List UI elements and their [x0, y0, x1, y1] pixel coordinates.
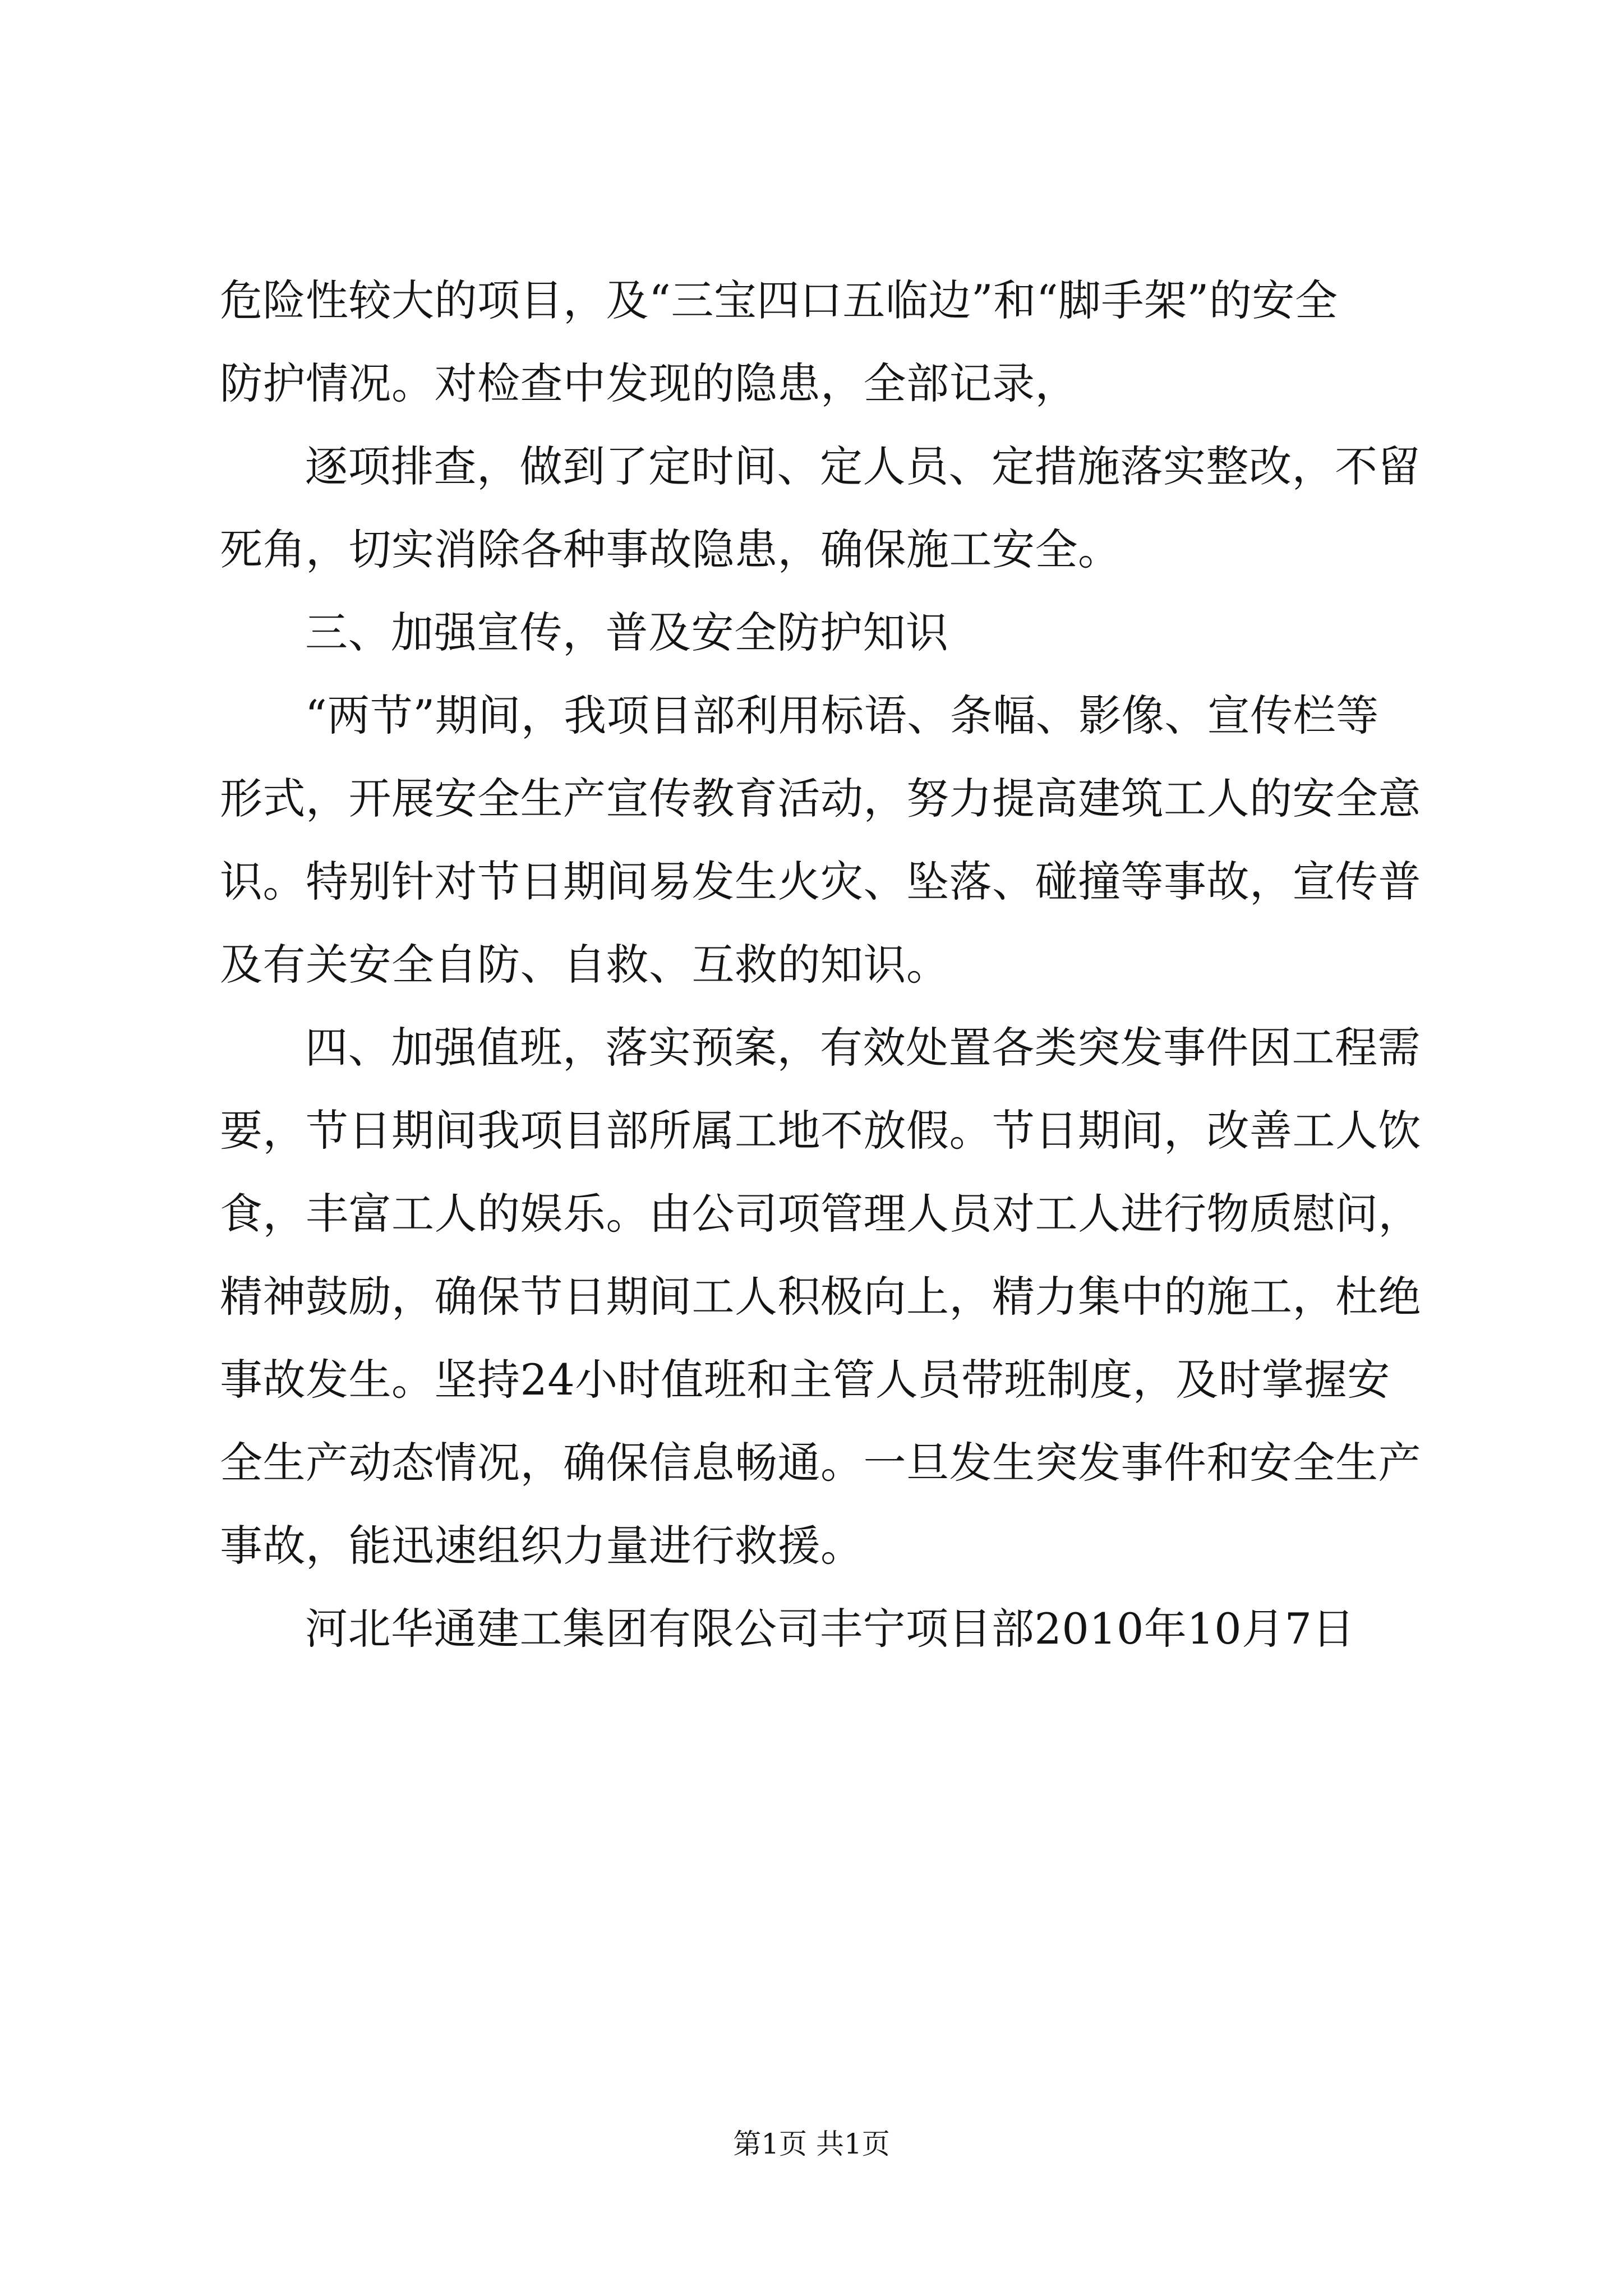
body-line: 事故发生。坚持24小时值班和主管人员带班制度，及时掌握安 [220, 1355, 1390, 1405]
page-footer [0, 2126, 1623, 2162]
body-line: 全生产动态情况，确保信息畅通。一旦发生突发事件和安全生产 [220, 1438, 1421, 1488]
body-line: 精神鼓励，确保节日期间工人积极向上，精力集中的施工，杜绝 [220, 1272, 1421, 1322]
body-line: 食，丰富工人的娱乐。由公司项管理人员对工人进行物质慰问， [220, 1189, 1421, 1239]
body-line: 逐项排查，做到了定时间、定人员、定措施落实整改，不留 [305, 441, 1421, 491]
body-line: 防护情况。对检查中发现的隐患，全部记录， [220, 358, 1078, 408]
body-line: 四、加强值班，落实预案，有效处置各类突发事件因工程需 [305, 1023, 1421, 1073]
body-line: 事故，能迅速组织力量进行救援。 [220, 1521, 864, 1571]
body-line: 识。特别针对节日期间易发生火灾、坠落、碰撞等事故，宣传普 [220, 857, 1421, 907]
body-line: “两节”期间，我项目部利用标语、条幅、影像、宣传栏等 [305, 691, 1379, 740]
page-number: 第1页 共1页 [733, 2128, 890, 2160]
signature-line: 河北华通建工集团有限公司丰宁项目部2010年10月7日 [305, 1604, 1355, 1654]
body-line: 要，节日期间我项目部所属工地不放假。节日期间，改善工人饮 [220, 1106, 1421, 1156]
body-line: 形式，开展安全生产宣传教育活动，努力提高建筑工人的安全意 [220, 774, 1421, 823]
document-body [220, 259, 1426, 1671]
body-line: 死角，切实消除各种事故隐患，确保施工安全。 [220, 524, 1121, 574]
section-heading: 三、加强宣传，普及安全防护知识 [305, 608, 949, 657]
body-line: 及有关安全自防、自救、互救的知识。 [220, 940, 949, 990]
body-line: 危险性较大的项目，及“三宝四口五临边”和“脚手架”的安全 [220, 275, 1338, 325]
